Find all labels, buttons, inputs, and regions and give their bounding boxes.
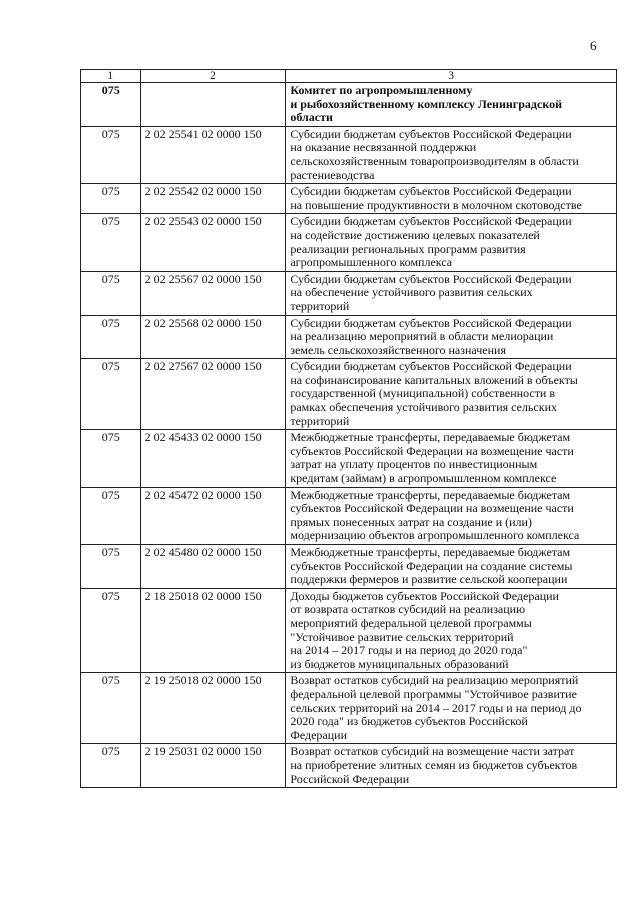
table-row (81, 545, 617, 589)
revenue-code-cell: 2 02 25542 02 0000 150 (140, 184, 286, 214)
revenue-name-line: сельскохозяйственным товаропроизводителям в области (290, 153, 579, 168)
revenue-code-cell: 2 02 45480 02 0000 150 (140, 545, 286, 589)
revenue-name-line: на повышение продуктивности в молочном скотоводстве (290, 197, 582, 212)
revenue-name-line: области (290, 110, 333, 125)
revenue-name-line: мероприятий федеральной целевой программы (290, 615, 532, 630)
admin-code-cell: 075 (81, 315, 141, 359)
revenue-name-line: на приобретение элитных семян из бюджетов субъектов (290, 757, 578, 772)
revenue-name-cell (286, 359, 617, 430)
column-header-1: 1 (81, 70, 141, 83)
revenue-name-line: субъектов Российской Федерации на создание системы (290, 558, 573, 573)
admin-code-cell: 075 (81, 588, 141, 673)
revenue-name-cell (286, 430, 617, 487)
revenue-name-line: федеральной целевой программы "Устойчивое развитие (290, 686, 577, 701)
revenue-name-line: Субсидии бюджетам субъектов Российской Федерации (290, 214, 572, 229)
table-row (81, 588, 617, 673)
column-header-2: 2 (140, 70, 286, 83)
table-row (81, 184, 617, 214)
admin-code-cell: 075 (81, 359, 141, 430)
revenue-name-line: Субсидии бюджетам субъектов Российской Федерации (290, 184, 572, 199)
revenue-name-line: Комитет по агропромышленному (290, 83, 473, 97)
revenue-name-cell (286, 588, 617, 673)
revenue-code-cell: 2 02 27567 02 0000 150 (140, 359, 286, 430)
admin-code-cell: 075 (81, 83, 141, 127)
revenue-name-line: Субсидии бюджетам субъектов Российской Федерации (290, 359, 572, 374)
admin-code-cell: 075 (81, 487, 141, 544)
admin-code-cell: 075 (81, 271, 141, 315)
table-row (81, 359, 617, 430)
admin-code-cell: 075 (81, 430, 141, 487)
revenue-code-cell: 2 19 25018 02 0000 150 (140, 673, 286, 744)
revenue-name-line: модернизацию объектов агропромышленного комплекса (290, 528, 580, 543)
revenue-name-line: Субсидии бюджетам субъектов Российской Федерации (290, 126, 572, 141)
revenue-name-line: агропромышленного комплекса (290, 255, 453, 270)
revenue-name-line: земель сельскохозяйственного назначения (290, 342, 506, 357)
revenue-code-cell: 2 02 45433 02 0000 150 (140, 430, 286, 487)
admin-code-cell: 075 (81, 214, 141, 271)
budget-classification-table (80, 69, 617, 788)
revenue-name-line: на содействие достижению целевых показателей (290, 227, 540, 242)
revenue-name-cell (286, 315, 617, 359)
revenue-name-line: на оказание несвязанной поддержки (290, 140, 477, 155)
revenue-name-line: Межбюджетные трансферты, передаваемые бюджетам (290, 545, 571, 559)
revenue-name-cell (286, 184, 617, 214)
revenue-name-line: Федерации (290, 727, 348, 742)
revenue-name-line: территорий (290, 298, 350, 313)
revenue-name-line: Российской Федерации (290, 771, 410, 786)
table-row (81, 214, 617, 271)
revenue-name-line: Доходы бюджетов субъектов Российской Федерации (290, 588, 559, 603)
revenue-name-cell (286, 214, 617, 271)
revenue-name-line: на обеспечение устойчивого развития сельских (290, 285, 533, 300)
revenue-name-line: затрат на уплату процентов по инвестиционным (290, 457, 538, 472)
revenue-name-line: государственной (муниципальной) собственности в (290, 386, 556, 401)
revenue-name-line: Возврат остатков субсидий на реализацию мероприятий (290, 673, 579, 688)
revenue-name-line: поддержки фермеров и развитие сельской кооперации (290, 572, 568, 587)
revenue-name-line: субъектов Российской Федерации на возмещение части (290, 443, 574, 458)
revenue-code-cell: 2 02 25568 02 0000 150 (140, 315, 286, 359)
table-row (81, 126, 617, 183)
revenue-name-line: рамках обеспечения устойчивого развития сельских (290, 400, 557, 415)
revenue-name-line: растениеводства (290, 167, 375, 182)
revenue-name-line: от возврата остатков субсидий на реализацию (290, 602, 526, 617)
table-row (81, 487, 617, 544)
admin-code-cell: 075 (81, 126, 141, 183)
revenue-name-line: из бюджетов муниципальных образований (290, 656, 509, 671)
table-row (81, 744, 617, 788)
revenue-name-cell (286, 126, 617, 183)
revenue-name-line: кредитам (займам) в агропромышленном комплексе (290, 471, 557, 486)
revenue-name-line: Субсидии бюджетам субъектов Российской Федерации (290, 271, 572, 286)
page-number: 6 (590, 38, 597, 53)
revenue-name-line: на 2014 – 2017 годы и на период до 2020 года" (290, 643, 528, 658)
revenue-name-line: территорий (290, 413, 350, 428)
revenue-code-cell: 2 02 25541 02 0000 150 (140, 126, 286, 183)
revenue-code-cell: 2 02 25543 02 0000 150 (140, 214, 286, 271)
revenue-name-cell (286, 83, 617, 127)
revenue-name-line: Возврат остатков субсидий на возмещение части затрат (290, 744, 575, 759)
revenue-name-line: и рыбохозяйственному комплексу Ленинградской (290, 96, 562, 111)
table-row (81, 673, 617, 744)
admin-code-cell: 075 (81, 545, 141, 589)
admin-code-cell: 075 (81, 744, 141, 788)
revenue-name-cell (286, 487, 617, 544)
revenue-name-line: сельских территорий на 2014 – 2017 годы и на период до (290, 700, 582, 715)
revenue-code-cell: 2 02 25567 02 0000 150 (140, 271, 286, 315)
revenue-name-line: на софинансирование капитальных вложений в объекты (290, 372, 578, 387)
revenue-code-cell (140, 83, 286, 127)
revenue-name-line: Субсидии бюджетам субъектов Российской Федерации (290, 315, 572, 330)
revenue-name-cell (286, 744, 617, 788)
admin-code-cell: 075 (81, 673, 141, 744)
table-row (81, 271, 617, 315)
revenue-name-line: реализации региональных программ развития (290, 241, 526, 256)
revenue-name-line: прямых понесенных затрат на создание и (или) (290, 514, 532, 529)
revenue-name-line: Межбюджетные трансферты, передаваемые бюджетам (290, 430, 571, 445)
revenue-name-line: на реализацию мероприятий в области мелиорации (290, 329, 554, 344)
table-row (81, 315, 617, 359)
revenue-name-line: 2020 года" из бюджетов субъектов Российской (290, 714, 528, 729)
revenue-name-line: "Устойчивое развитие сельских территорий (290, 629, 514, 644)
revenue-name-cell (286, 545, 617, 589)
column-header-3: 3 (286, 70, 617, 83)
revenue-name-line: Межбюджетные трансферты, передаваемые бюджетам (290, 487, 571, 502)
revenue-code-cell: 2 19 25031 02 0000 150 (140, 744, 286, 788)
table-row (81, 83, 617, 127)
revenue-name-line: субъектов Российской Федерации на возмещение части (290, 501, 574, 516)
revenue-name-cell (286, 271, 617, 315)
revenue-name-cell (286, 673, 617, 744)
table-row (81, 430, 617, 487)
table-header-row (81, 70, 617, 83)
admin-code-cell: 075 (81, 184, 141, 214)
revenue-code-cell: 2 18 25018 02 0000 150 (140, 588, 286, 673)
revenue-code-cell: 2 02 45472 02 0000 150 (140, 487, 286, 544)
